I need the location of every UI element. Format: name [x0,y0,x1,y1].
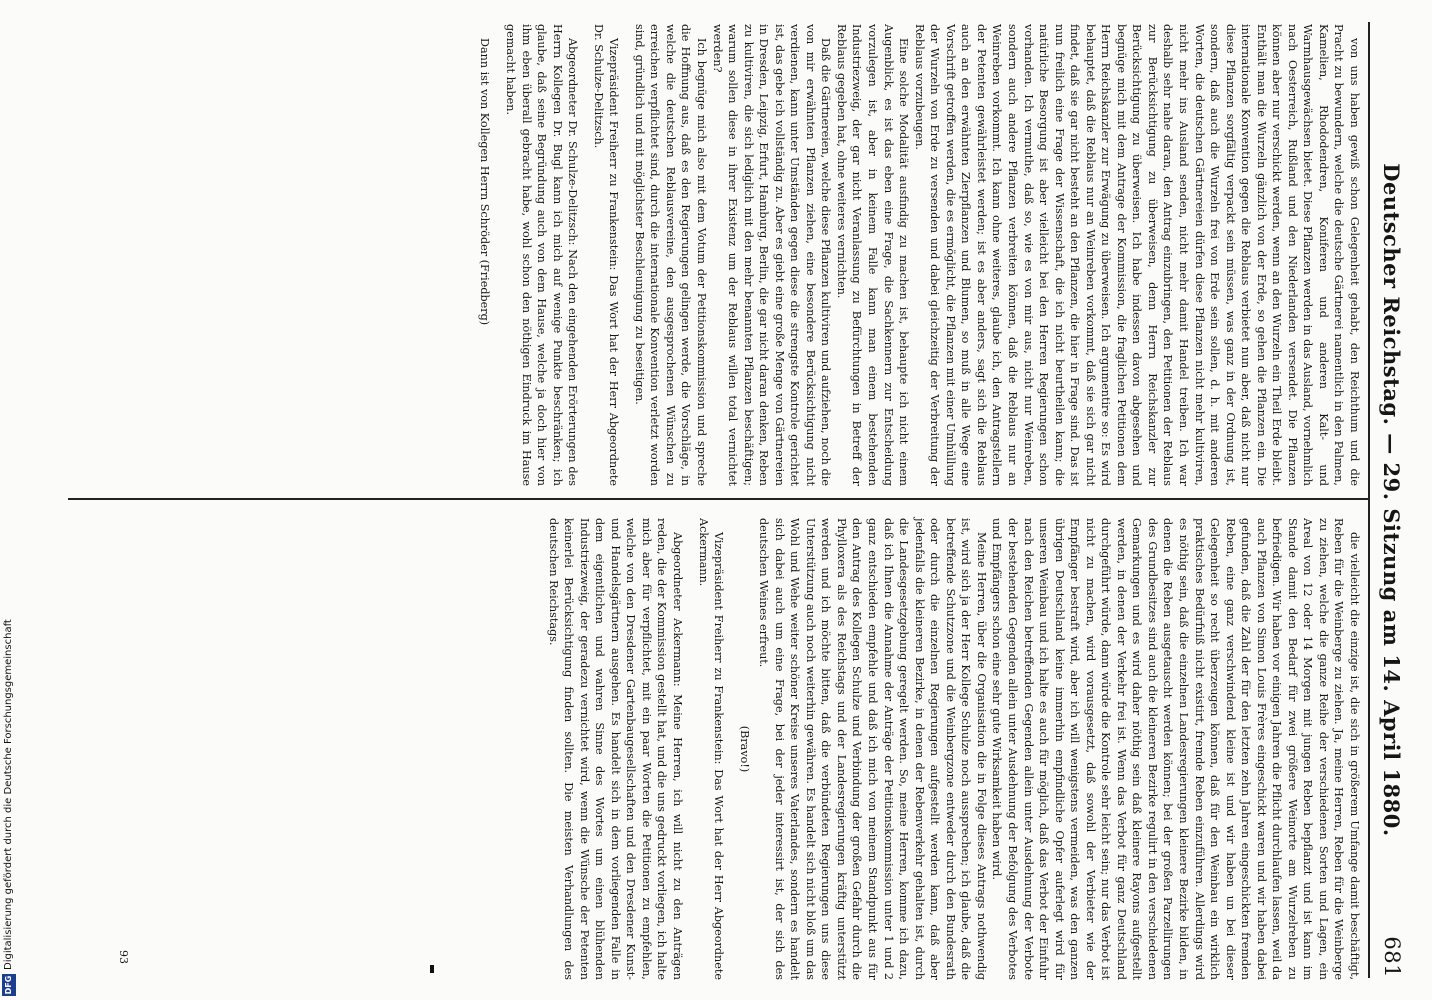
chair-statement: Vizepräsident Freiherr zu Frankenstein: Das Wort hat der Herr Abgeordnete Ackermann. [696,518,726,980]
dfg-logo: DFG [2,974,16,996]
speech-paragraph: Abgeordneter Dr. Schulze-Delitzsch: Nach den eingehenden Erörterungen des Herrn Kollegen Dr. Bugl kann ich mich auf wenige Punkte beschränken; ich glaube, daß seine Begründung auch von dem Hause, welche ja doch hier von ihm eben überall gebracht habe, wohl schon den nöthigen Eindruck im Hause gemacht haben. [504,24,580,486]
applause-note: (Bravo!) [737,725,751,773]
paragraph: von uns haben gewiß schon Gelegenheit gehabt, den Reichthum und die Pracht zu bewundern, welche die deutsche Gärtnerei namentlich in den Palmen, Kamelien, Rhododendren, Koniferen und anderen Kalt- und Warmhausgewächsen bietet. Diese Pflanzen werden in das Ausland, vornehmlich nach Oesterreich, Rußland und den Niederlanden versendet. Die Pflanzen können aber nur verschickt werden, wenn an den Wurzeln ein Theil Erde bleibt. Enthält man die Wurzeln gänzlich von der Erde, so gehen die Pflanzen ein. Die internationale Konvention gegen die Reblaus verbietet nun aber, daß nicht nur diese Pflanzen sorgfältig verpackt sein müssen, was ganz in der Ordnung ist, sondern, daß auch die Wurzeln frei von Erde sein sollen, d. h. mit anderen Worten, die deutschen Gärtnereien dürfen diese Pflanzen nicht mehr kultiviren, nicht mehr ins Ausland senden, nicht mehr damit Handel treiben. Ich war deshalb sehr nahe daran, den Antrag einzubringen, den Petitionen der Reblaus zur Berücksichtigung zu überweisen, denn Herrn Reichskanzler zur Berücksichtigung zu überweisen. Ich habe indessen davon abgesehen und begnüge mich mit dem Antrage der Kommission, die fraglichen Petitionen dem Herrn Reichskanzler zur Erwägung zu überweisen. Ich argumentire so: Es wird behauptet, daß die Reblaus nur an Weinreben vorkommt, daß sie sich gar nicht findet, daß sie gar nicht besteht an den Pflanzen, die hier in Frage sind. Das ist nun freilich eine Frage der Wissenschaft, die ich nicht beurtheilen kann; die natürliche Besorgung ist aber vielleicht bei den Herren Regierungen schon vorhanden. Ich vermuthe, daß so, wie es von mir aus, nicht nur Weinreben, sondern auch andere Pflanzen verbreiten können, daß die Reblaus nur an Weinreben vorkommt. Ich kann ohne weiteres, glaube ich, den Antragstellern der Petenten gewährleistet werden; ist es aber anders, sagt sich die Reblaus auch an den erwähnten Zierpflanzen und Blumen, so muß in alle Wege eine Vorschrift getroffen werden, die es ermöglicht, die Pflanzen mit einer Umhüllung der Wurzeln von Erde zu versenden und dabei gleichzeitig der Verbreitung der Reblaus vorzubeugen. [912,24,1361,486]
signature-mark: 93 [117,950,130,964]
page-header [1372,22,1410,978]
footer-text: Digitalisierung gefördert durch die Deutsche Forschungsgemeinschaft [3,619,14,970]
paragraph: Ich begnüge mich also mit dem Votum der Petitionskommission und spreche die Hoffnung aus, daß es den Regierungen gelingen werde, die Vorschläge, in welche die deutschen Reblausvereine, den ausgesprochenen Wünschen zu erreichen verpflichtet sind, durch die internationale Konvention verletzt worden sind, gründlich und mit möglichster Beschleunigung zu beseitigen. [632,24,709,486]
paragraph: Meine Herren, über die Organisation die in Folge dieses Antrags nothwendig ist, wird sich ja der Herr Kollege Schulze noch aussprechen; ich glaube, daß die betreffende Schutzzone und die Weinbergzone entweder durch den Bundesrath oder durch die einzelnen Regierungen aufgestellt werden kann, daß aber jedenfalls die kleineren Bezirke, in denen der Rebenverkehr gehalten ist, durch die Landesgesetzgebung geregelt werden. So, meine Herren, komme ich dazu, daß ich Ihnen die Annahme der Anträge der Petitionskommission unter 1 und 2 ganz entschieden empfehle und daß ich mich von meinem Standpunkt aus für den Antrag des Kollegen Schulze und Verbindung der großen Gefahr durch die Phylloxera als des Reichstags und der Landesregierungen kräftig unterstützt werden und ich möchte bitten, daß die verbündeten Regierungen uns diese Unterstützung auch noch weiterhin gewähren. Es handelt sich nicht bloß um das Wohl und Wehe weiter schöner Kreise unseres Vaterlandes, sondern es handelt sich dabei auch um eine Frage, bei der jeder interessirt ist, der sich des deutschen Weines erfreut. [757,518,988,980]
right-column [545,518,1362,980]
left-column [477,24,1362,486]
page-title: Deutscher Reichstag. — 29. Sitzung am 14. April 1880. [1379,163,1404,837]
digitization-footer [0,0,20,1000]
page-number: 681 [1380,936,1404,978]
chair-statement: Vizepräsident Freiherr zu Frankenstein: Das Wort hat der Herr Abgeordnete Dr. Schulze-Delitzsch. [591,24,621,486]
speech-paragraph: Abgeordneter Ackermann: Meine Herren, ich will nicht zu den Anträgen reden, die der Kommission gestellt hat, und die uns gedruckt vorliegen, ich halte mich aber für verpflichtet, mit ein paar Worten die Petitionen zu empfehlen, welche von den Dresdener Gartenbaugesellschaften und den Dresdener Kunst- und Handelsgärtnern ausgehen. Es handelt sich in dem vorliegenden Falle in dem eigentlichen und wahren Sinne des Wortes um einen blühenden Industriezweig, der geradezu vernichtet wird, wenn die Wünsche der Petenten keinerlei Berücksichtigung finden sollten. Die meisten Verhandlungen des deutschen Reichstags. [546,518,685,980]
column-divider [68,498,1368,500]
chair-statement: Dann ist von Kollegen Herrn Schröder (Friedberg) [478,38,492,326]
paragraph: die vielleicht die einzige ist, die sich in größerem Umfange damit beschäftigt, Reben für die Weinberge zu ziehen. Ja, meine Herren, Reben für die Weinberge zu ziehen, welche die ganze Reihe der verschiedenen Sorten und Lagen, ein Areal von 12 oder 14 Morgen mit jungen Reben bepflanzt und ist kann im Stande damit den Bedarf für zwei größere Weinorte am Wurzelreben zu befriedigen. Wir haben vor einigen Jahren die Pflicht durchlaufen lassen, weil da auch Pflanzen von Simon Louis Frères eingeschickt waren und wir haben dabei gefunden, daß die Zahl der für den letzten zehn Jahren eingeschickten fremden Reben, eine ganz verschwindend kleine ist und wir haben un bei dieser Gelegenheit so recht überzeugen können, daß für den Weinbau ein wirklich praktisches Bedürfniß nicht existirt, fremde Reben einzuführen. Allerdings wird es nöthig sein, daß die einzelnen Landesregierungen kleinere Bezirke bilden, in denen die Reben ausgetauscht werden können; bei der großen Parzellirungen des Grundbesitzes sind auch die kleineren Bezirke regulirt in den verschiedenen Gemarkungen und es wird daher nöthig sein daß kleinere Rayons aufgestellt werden, in denen der Verkehr frei ist. Wenn das Verbot für ganz Deutschland durchgeführt würde, dann würde die Kontrole sehr leicht sein; nur das Verbot ist nicht zu machen, wird vorausgesetzt, daß sowohl der Verbieter wie der Empfänger bestraft wird, aber ich will wenigstens vermeiden, was den ganzen übrigen Deutschland keine immerhin empfindliche Opfer auferlegt wird für unseren Weinbau und ich halte es auch für möglich, daß das Verbot der Einfuhr nach den Reichen betreffenden Gegenden allein unter Ausdehnung der Verbote der bestehenden Gegenden allein unter Ausdehnung der Befolgung des Verbotes und Empfängers schon eine sehr gute Wirksamkeit haben wird. [990,518,1361,980]
paragraph: Eine solche Modalität ausfindig zu machen ist, behaupte ich nicht einem Augenblick, es ist das eben eine Frage, die Sachkennern zur Entscheidung vorzulegen ist, aber in keinem Falle kann man einem bestehenden Industriezweig, der gar nicht Veranlassung zu Befürchtungen in Betreff der Reblaus gegeben hat, ohne weiteres vernichten. [834,24,911,486]
stray-mark [430,965,434,973]
header-rule [1368,22,1370,978]
paragraph: Daß die Gärtnereien, welche diese Pflanzen kultiviren und aufziehen, noch die von mir erwähnten Pflanzen ziehen, eine besondere Berücksichtigung nicht verdienen, kann unter Umständen gegen diese die strengste Kontrole gerichtet ist, das gebe ich vollständig zu. Aber es giebt eine große Menge von Gärtnereien in Dresden, Leipzig, Erfurt, Hamburg, Berlin, die gar nicht daran denken, Reben zu kultiviren, die sich lediglich mit den mehr benannten Pflanzen beschäftigen; warum sollen diese in ihrer Existenz um der Reblaus willen total vernichtet werden? [710,24,833,486]
